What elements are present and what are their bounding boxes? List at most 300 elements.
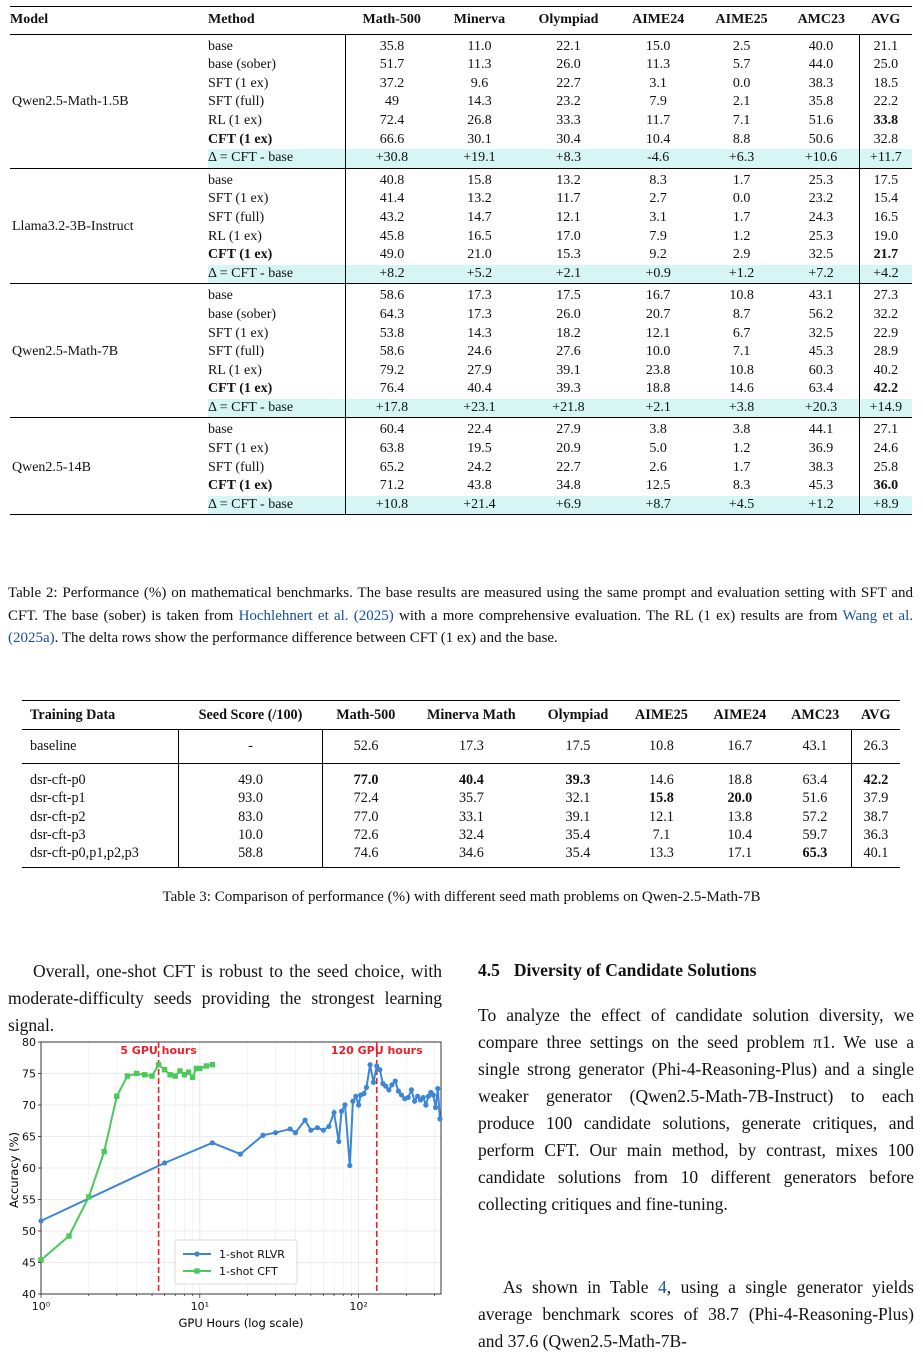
table-2-value-cell: 53.8 (345, 325, 438, 344)
data-point (167, 1072, 172, 1077)
chart-series (38, 1062, 442, 1263)
table-2-value-cell: 10.4 (645, 131, 671, 147)
table-2-value-cell: 24.6 (467, 344, 492, 360)
caption-text: Table 2: Performance (%) on mathematical benchmarks. The base results are measured using the same prompt and evaluation setting with SFT and CFT. The base (sober) is taken from (8, 585, 913, 624)
data-point (437, 1116, 442, 1121)
data-point (204, 1063, 209, 1068)
table-2-value-cell: 11.3 (646, 57, 671, 73)
table-3-column-header: Olympiad (534, 701, 623, 730)
y-tick-label: 55 (22, 1193, 36, 1207)
table-2-value-cell: 45.3 (808, 344, 834, 360)
table-2-value-cell: 7.9 (649, 94, 667, 110)
table-2-value-cell: 40.2 (859, 362, 912, 381)
table-2-value-cell: 40.0 (808, 38, 834, 54)
table-2-value-cell: 20.9 (556, 441, 581, 457)
table-2-value-cell: +23.1 (438, 399, 520, 418)
reference-line-label: 120 GPU hours (330, 1044, 423, 1057)
table-3-value-cell: 63.4 (802, 771, 828, 788)
table-2-value-cell: 11.7 (556, 191, 581, 207)
table-2-value-cell: 5.0 (649, 441, 667, 457)
table-2-value-cell: 23.8 (645, 362, 671, 378)
data-point (186, 1070, 191, 1075)
table-2-value-cell: 34.8 (556, 478, 581, 494)
table-2-value-cell: 2.6 (649, 459, 667, 475)
table-2-value-cell: 24.6 (859, 440, 912, 459)
table-3-value-cell: 36.3 (851, 826, 900, 844)
table-2-row (10, 418, 912, 440)
table-2-value-cell: 32.2 (859, 306, 912, 325)
table-3-value-cell: 74.6 (323, 844, 410, 867)
table-2-value-cell: 72.4 (345, 112, 438, 131)
table-2-value-cell: 3.8 (649, 422, 667, 438)
data-point (409, 1087, 414, 1092)
table-2-value-cell: 2.5 (732, 38, 751, 54)
table-2-value-cell: 71.2 (345, 477, 438, 496)
y-tick-label: 65 (22, 1130, 36, 1144)
table-2-value-cell: 58.6 (345, 284, 438, 306)
y-tick-label: 70 (22, 1099, 36, 1112)
table-2-method-cell: base (sober) (208, 306, 277, 322)
table-3-value-cell: 13.8 (727, 808, 753, 825)
table-2-value-cell: 15.4 (859, 190, 912, 209)
table-2-value-cell: 5.7 (732, 57, 751, 73)
table-2-value-cell: 43.8 (467, 478, 492, 494)
table-2-value-cell: +8.2 (345, 265, 438, 284)
table-2-method-cell: SFT (full) (208, 344, 265, 360)
table-2-value-cell: 25.3 (808, 228, 834, 244)
data-point (173, 1073, 178, 1078)
chart-legend (175, 1240, 297, 1284)
table-2-method-cell: SFT (1 ex) (208, 441, 269, 457)
table-2-value-cell: 9.2 (649, 247, 667, 263)
table-2-row (10, 284, 912, 306)
table-2-value-cell: 39.3 (556, 381, 581, 397)
table-3-value-cell: 35.7 (458, 790, 484, 807)
data-point (238, 1152, 243, 1157)
table-2-value-cell: 6.7 (732, 325, 751, 341)
data-point (342, 1102, 347, 1107)
legend-marker (194, 1251, 199, 1256)
table-2-value-cell: 25.8 (859, 459, 912, 478)
data-point (66, 1233, 71, 1238)
data-point (162, 1160, 167, 1165)
table-2-value-cell: 1.7 (732, 209, 751, 225)
table-3-value-cell: 33.1 (458, 808, 484, 825)
table-2-value-cell: +3.8 (700, 399, 783, 418)
accuracy-vs-gpu-hours-chart (0, 1035, 450, 1335)
table-2-value-cell: 44.1 (808, 422, 834, 438)
table-2-value-cell: +1.2 (783, 496, 859, 515)
table-2-column-header: Minerva (438, 7, 520, 35)
table-3-value-cell: 17.1 (701, 844, 779, 867)
table-3-value-cell: 77.0 (353, 808, 379, 825)
table-2-model-name: Qwen2.5-Math-1.5B (10, 34, 208, 168)
data-point (377, 1067, 382, 1072)
table-2-value-cell: 2.9 (732, 247, 751, 263)
data-point (435, 1086, 440, 1091)
table-2-method-cell: CFT (1 ex) (208, 381, 273, 397)
table-3-value-cell: 57.2 (802, 808, 828, 825)
table-2-value-cell: 30.4 (556, 131, 581, 147)
table-3-value-cell: 18.8 (727, 771, 753, 788)
table-2-value-cell: 8.8 (732, 131, 751, 147)
table-2-value-cell: 21.0 (467, 247, 492, 263)
table-2-value-cell: 17.0 (556, 228, 581, 244)
caption-text: with a more comprehensive evaluation. The RL (1 ex) results are from (393, 607, 843, 624)
table-2-value-cell: 33.8 (859, 112, 912, 131)
data-point (367, 1062, 372, 1067)
table-2-value-cell: 51.6 (808, 112, 834, 128)
table-2-value-cell: 22.1 (556, 38, 581, 54)
x-axis-label: GPU Hours (log scale) (178, 1316, 304, 1330)
table-3-caption: Table 3: Comparison of performance (%) with different seed math problems on Qwen-2.5-Math-7B (162, 889, 761, 905)
table-3-column-header: Seed Score (/100) (178, 701, 322, 730)
table-2-column-header: Method (208, 7, 345, 35)
table-2-value-cell: 1.7 (732, 172, 751, 188)
table-2-value-cell: 36.0 (859, 477, 912, 496)
table-2-method-cell: CFT (1 ex) (208, 131, 273, 147)
data-point (433, 1105, 438, 1110)
table-2-method-cell: base (208, 288, 233, 304)
y-tick-label: 45 (22, 1256, 36, 1270)
data-point (423, 1102, 428, 1107)
x-tick-label: 10⁰ (31, 1300, 51, 1313)
table-2-value-cell: +10.6 (783, 149, 859, 168)
table-2-value-cell: +8.9 (859, 496, 912, 515)
table-2-value-cell: 27.3 (859, 284, 912, 306)
x-tick-label: 10¹ (190, 1300, 210, 1313)
table-3-value-cell: 72.4 (353, 790, 379, 807)
table-2-value-cell: 27.6 (556, 344, 581, 360)
table-2-value-cell: +6.3 (700, 149, 783, 168)
table-2-value-cell: 23.2 (556, 94, 581, 110)
table-3-training-data-cell: dsr-cft-p0,p1,p2,p3 (22, 844, 178, 867)
table-3-value-cell: 12.1 (649, 808, 674, 825)
table-2-value-cell: 43.1 (808, 288, 834, 304)
section-heading (478, 960, 756, 981)
table-2-value-cell: 11.7 (646, 112, 671, 128)
table-2-model-name: Qwen2.5-14B (10, 418, 208, 515)
table-2-value-cell: 3.1 (649, 209, 667, 225)
data-point (347, 1163, 352, 1168)
data-point (190, 1075, 195, 1080)
table-2-value-cell: 10.8 (729, 288, 754, 304)
table-2-value-cell: 35.8 (808, 94, 834, 110)
table-2-value-cell: +14.9 (859, 399, 912, 418)
table-2-value-cell: 43.2 (345, 209, 438, 228)
table-2-value-cell: 14.7 (467, 209, 492, 225)
citation-link[interactable]: Wang et al. (2025a) (8, 607, 913, 646)
table-2-value-cell: 35.8 (345, 34, 438, 56)
table-2-value-cell: +0.9 (616, 265, 699, 284)
y-tick-label: 80 (22, 1036, 36, 1049)
table-2-value-cell: 16.5 (467, 228, 492, 244)
table-2-value-cell: 79.2 (345, 362, 438, 381)
section-number: 4.5 (478, 960, 500, 980)
table-2-value-cell: 12.5 (645, 478, 671, 494)
table-2-value-cell: 14.3 (467, 325, 492, 341)
table-2-value-cell: 25.0 (859, 56, 912, 75)
table-2-method-cell: SFT (1 ex) (208, 191, 269, 207)
table-2-value-cell: 32.8 (859, 131, 912, 150)
table-2-value-cell: 44.0 (808, 57, 834, 73)
data-point (86, 1194, 91, 1199)
table-2-value-cell: +11.7 (859, 149, 912, 168)
table-2-value-cell: 0.0 (732, 191, 751, 207)
data-point (149, 1073, 154, 1078)
table-3-column-header: Minerva Math (409, 701, 534, 730)
table-2-value-cell: 40.4 (467, 381, 492, 397)
table-2-method-cell: CFT (1 ex) (208, 478, 273, 494)
data-point (287, 1126, 292, 1131)
table-3-value-cell: 39.1 (565, 808, 591, 825)
table-2-method-cell: Δ = CFT - base (208, 149, 345, 168)
table-2-value-cell: 42.2 (859, 380, 912, 399)
table-2-value-cell: 2.1 (732, 94, 751, 110)
y-tick-label: 50 (22, 1225, 36, 1238)
data-point (331, 1110, 336, 1115)
data-point (210, 1062, 215, 1067)
data-point (197, 1066, 202, 1071)
table-3-row (22, 730, 900, 763)
table-2-model-name: Qwen2.5-Math-7B (10, 284, 208, 418)
table-2-value-cell: +5.2 (438, 265, 520, 284)
table-2-column-header: AIME24 (616, 7, 699, 35)
table-3-value-cell: 7.1 (652, 827, 671, 844)
data-point (162, 1067, 167, 1072)
table-3-value-cell: 15.8 (649, 790, 674, 807)
table-2-value-cell: 12.1 (645, 325, 671, 341)
table-2-method-cell: Δ = CFT - base (208, 399, 345, 418)
table-2-value-cell: 32.5 (808, 325, 834, 341)
table-3-value-cell: 17.3 (409, 730, 534, 763)
data-point (412, 1099, 417, 1104)
data-point (406, 1095, 411, 1100)
table-2-value-cell: 26.8 (467, 112, 492, 128)
table-3-value-cell: 17.5 (534, 730, 623, 763)
table-2-method-cell: RL (1 ex) (208, 228, 262, 244)
data-point (38, 1218, 43, 1223)
table-2-value-cell: 1.2 (732, 441, 751, 457)
table-2-value-cell: 1.7 (732, 459, 751, 475)
table-2-value-cell: +19.1 (438, 149, 520, 168)
table-2-method-cell: base (sober) (208, 57, 277, 73)
table-2-value-cell: 15.0 (645, 38, 671, 54)
table-2-value-cell: 45.8 (345, 228, 438, 247)
table-2-value-cell: 15.3 (556, 247, 581, 263)
data-point (102, 1149, 107, 1154)
table-2-value-cell: 30.1 (467, 131, 492, 147)
data-point (293, 1130, 298, 1135)
table-2-value-cell: 13.2 (467, 191, 492, 207)
table-2-value-cell: 22.7 (556, 459, 581, 475)
data-point (308, 1128, 313, 1133)
table-2-value-cell: +4.5 (700, 496, 783, 515)
table-2-value-cell: 11.3 (467, 57, 492, 73)
data-point (125, 1073, 130, 1078)
data-point (156, 1062, 161, 1067)
table-2-value-cell: 17.5 (859, 168, 912, 190)
table-2-value-cell: 19.5 (467, 441, 492, 457)
table-reference-link[interactable]: 4 (658, 1277, 667, 1297)
table-2-value-cell: 49.0 (345, 246, 438, 265)
table-2-value-cell: 41.4 (345, 190, 438, 209)
table-2-value-cell: 14.3 (467, 94, 492, 110)
table-2-value-cell: 56.2 (808, 306, 834, 322)
table-2-value-cell: 26.0 (556, 306, 581, 322)
table-2-method-cell: SFT (1 ex) (208, 75, 269, 91)
data-point (321, 1128, 326, 1133)
table-2-value-cell: 76.4 (345, 380, 438, 399)
table-2-value-cell: 24.3 (808, 209, 834, 225)
table-2-method-cell: base (208, 422, 233, 438)
table-2-value-cell: +2.1 (616, 399, 699, 418)
table-3-column-header: AIME24 (701, 701, 779, 730)
data-point (386, 1087, 391, 1092)
data-point (353, 1094, 358, 1099)
table-3-body (22, 730, 900, 867)
legend-label: 1-shot RLVR (219, 1248, 285, 1261)
table-2-value-cell: 18.5 (859, 75, 912, 94)
table-3-row (22, 808, 900, 826)
data-point (142, 1072, 147, 1077)
table-2-value-cell: 8.3 (732, 478, 751, 494)
table-3-value-cell: 39.3 (565, 771, 591, 788)
reference-line-label: 5 GPU hours (120, 1044, 197, 1057)
table-2-value-cell: 38.3 (808, 459, 834, 475)
table-2-value-cell: -4.6 (616, 149, 699, 168)
table-2-value-cell: 15.8 (467, 172, 492, 188)
data-point (315, 1125, 320, 1130)
data-point (364, 1085, 369, 1090)
table-2-value-cell: 18.8 (645, 381, 671, 397)
table-3-column-header: AMC23 (779, 701, 851, 730)
legend-label: 1-shot CFT (219, 1265, 278, 1278)
paragraph-text: , using a single generator yields average benchmark scores of 38.7 (Phi-4-Reasoning-Plus) and 37.6 (Qwen2.5-Math-7B- (478, 1277, 914, 1351)
table-3-value-cell: 35.4 (534, 844, 623, 867)
data-point (326, 1124, 331, 1129)
data-point (114, 1093, 119, 1098)
table-2-value-cell: 3.8 (732, 422, 751, 438)
table-2-method-cell: Δ = CFT - base (208, 496, 345, 515)
table-2-value-cell: 49 (345, 93, 438, 112)
table-2-value-cell: 2.7 (649, 191, 667, 207)
table-3-column-header: AIME25 (622, 701, 700, 730)
table-3-training-data-cell: dsr-cft-p1 (30, 790, 86, 807)
table-2-value-cell: 13.2 (556, 172, 581, 188)
table-3-value-cell: 38.7 (851, 808, 900, 826)
table-2-value-cell: 17.3 (467, 288, 492, 304)
table-2-value-cell: 8.7 (732, 306, 751, 322)
table-2-value-cell: 11.0 (467, 38, 492, 54)
table-2-method-cell: SFT (full) (208, 459, 265, 475)
data-point (393, 1078, 398, 1083)
table-2-value-cell: 22.4 (467, 422, 492, 438)
table-2-value-cell: 45.3 (808, 478, 834, 494)
table-3-value-cell: 35.4 (565, 827, 591, 844)
data-point (421, 1095, 426, 1100)
table-2-row (10, 168, 912, 190)
table-2-value-cell: 1.2 (732, 228, 751, 244)
table-3-value-cell: 65.3 (779, 844, 851, 867)
table-3-training-data-cell: baseline (22, 730, 178, 763)
table-2-value-cell: 63.4 (808, 381, 834, 397)
data-point (38, 1257, 43, 1262)
table-3-value-cell: 34.6 (409, 844, 534, 867)
y-tick-label: 40 (22, 1288, 36, 1301)
table-3-value-cell: 16.7 (701, 730, 779, 763)
table-3-value-cell: 37.9 (851, 789, 900, 807)
table-3-value-cell: 40.4 (458, 771, 484, 788)
table-2-value-cell: +21.8 (521, 399, 617, 418)
table-2-value-cell: 27.1 (859, 418, 912, 440)
table-2-value-cell: 22.2 (859, 93, 912, 112)
data-point (302, 1118, 307, 1123)
table-2-caption (8, 582, 913, 650)
table-2-value-cell: +17.8 (345, 399, 438, 418)
table-3-column-header: Math-500 (323, 701, 410, 730)
table-2-value-cell: 12.1 (556, 209, 581, 225)
table-2-row (10, 34, 912, 56)
table-2-value-cell: +1.2 (700, 265, 783, 284)
table-2-value-cell: 16.5 (859, 209, 912, 228)
table-2-value-cell: +21.4 (438, 496, 520, 515)
table-2-value-cell: 39.1 (556, 362, 581, 378)
table-3-training-data-cell: dsr-cft-p2 (30, 808, 86, 825)
citation-link[interactable]: Hochlehnert et al. (2025) (238, 607, 394, 624)
data-point (371, 1080, 376, 1085)
data-point (134, 1071, 139, 1076)
table-2-value-cell: 37.2 (345, 75, 438, 94)
table-2-method-cell: RL (1 ex) (208, 362, 262, 378)
y-axis-label: Accuracy (%) (7, 1131, 21, 1209)
table-2-column-header: Model (10, 7, 208, 35)
table-3-value-cell: - (178, 730, 322, 763)
table-2-value-cell: 9.6 (470, 75, 489, 91)
table-3-value-cell: 93.0 (178, 789, 322, 807)
table-2-method-cell: RL (1 ex) (208, 112, 262, 128)
table-2-value-cell: 0.0 (732, 75, 751, 91)
data-point (260, 1133, 265, 1138)
table-3-header-row (22, 701, 900, 730)
table-2-value-cell: 36.9 (808, 441, 834, 457)
table-2-value-cell: 63.8 (345, 440, 438, 459)
table-2-value-cell: 33.3 (556, 112, 581, 128)
table-3-value-cell: 43.1 (779, 730, 851, 763)
table-3-value-cell: 52.6 (323, 730, 410, 763)
table-2-value-cell: 10.0 (645, 344, 671, 360)
table-3 (22, 700, 900, 868)
table-3-value-cell: 26.3 (851, 730, 900, 763)
table-3-training-data-cell: dsr-cft-p0 (30, 771, 86, 788)
table-3-column-header: Training Data (22, 701, 178, 730)
table-2-value-cell: 10.8 (729, 362, 754, 378)
caption-text: . The delta rows show the performance difference between CFT (1 ex) and the base. (54, 630, 558, 646)
table-3-value-cell: 77.0 (353, 771, 379, 788)
table-3-value-cell: 14.6 (649, 771, 674, 788)
table-2-value-cell: 24.2 (467, 459, 492, 475)
table-3-row (22, 826, 900, 844)
table-2-method-cell: base (208, 172, 233, 188)
table-2-value-cell: 51.7 (345, 56, 438, 75)
table-2-value-cell: 21.7 (859, 246, 912, 265)
table-2-value-cell: 32.5 (808, 247, 834, 263)
table-3-value-cell: 10.8 (622, 730, 700, 763)
table-2-column-header: Olympiad (521, 7, 617, 35)
body-paragraph-right: To analyze the effect of candidate solution diversity, we compare three settings on the seed problem π1. We use a single strong generator (Phi-4-Reasoning-Plus) and a single weaker generator (Qwen2.5-Math-7B-Instruct) to each produce 100 candidate solutions, generate critiques, and perform CFT. Our main method, by contrast, mixes 100 candidate solutions from 10 different generators before collecting critiques and fine-tuning. (478, 1005, 914, 1214)
table-2-method-cell: SFT (full) (208, 209, 265, 225)
data-point (361, 1091, 366, 1096)
